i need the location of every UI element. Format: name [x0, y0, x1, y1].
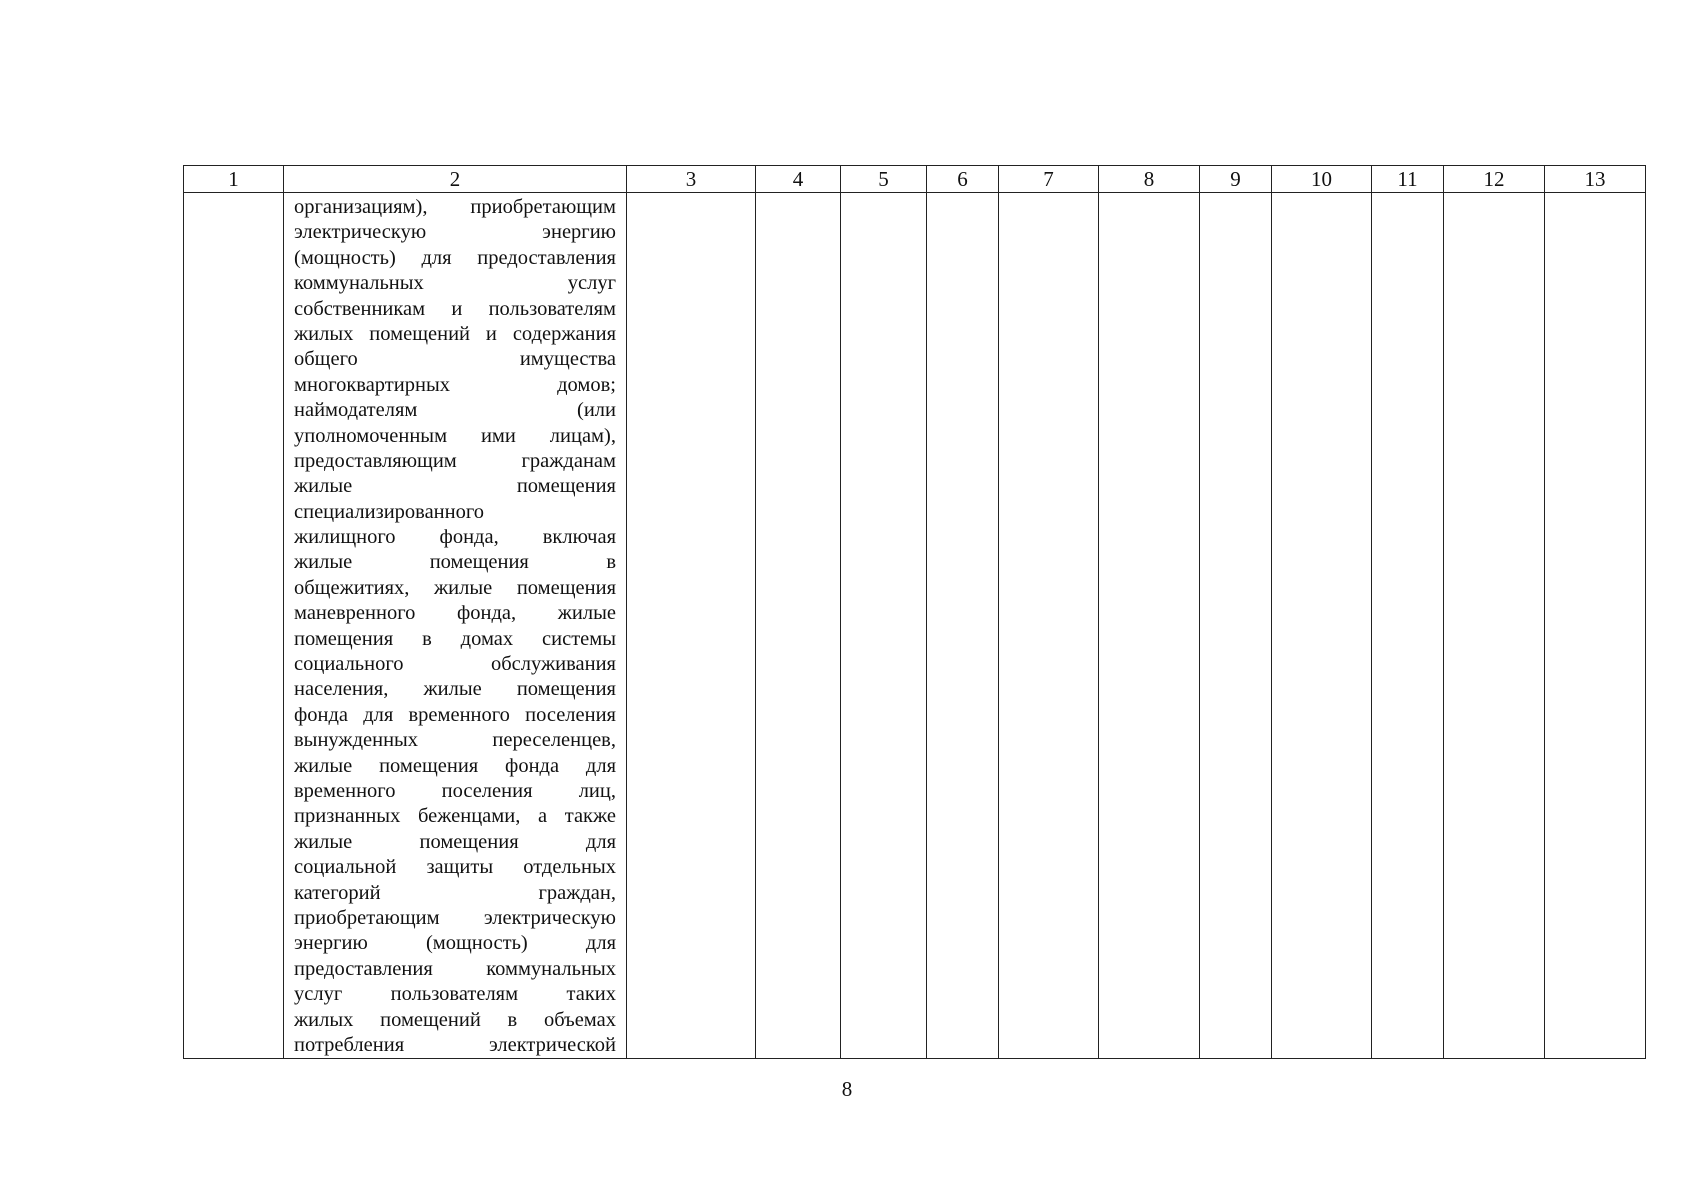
description-line: предоставляющим гражданам: [294, 449, 616, 472]
table-cell-col-12: [1444, 193, 1545, 1059]
description-line: (мощность) для предоставления: [294, 246, 616, 269]
column-header-10: 10: [1272, 166, 1372, 193]
column-header-11: 11: [1372, 166, 1444, 193]
table-cell-description: [284, 193, 627, 1059]
description-line: приобретающим электрическую: [294, 906, 616, 929]
description-line: общежитиях, жилые помещения: [294, 576, 616, 599]
column-header-3: 3: [627, 166, 756, 193]
page-number: 8: [841, 1077, 853, 1101]
description-line: жилых помещений в объемах: [294, 1008, 616, 1031]
column-header-2: 2: [284, 166, 627, 193]
description-line: коммунальных услуг: [294, 272, 616, 295]
description-line: организациям), приобретающим: [294, 196, 616, 218]
description-line: жилых помещений и содержания: [294, 322, 616, 345]
column-header-8: 8: [1099, 166, 1200, 193]
table-cell-col-5: [841, 193, 927, 1059]
table-cell-col-1: [184, 193, 284, 1059]
description-line: жилые помещения: [294, 475, 616, 498]
description-line: жилые помещения в: [294, 551, 616, 574]
description-line: предоставления коммунальных: [294, 957, 616, 980]
description-line: общего имущества: [294, 348, 616, 371]
description-line: услуг пользователям таких: [294, 983, 616, 1006]
header-row: [184, 166, 1646, 193]
description-line: маневренного фонда, жилые: [294, 602, 616, 625]
column-header-4: 4: [756, 166, 841, 193]
description-line: электрическую энергию: [294, 221, 616, 244]
table-cell-col-7: [999, 193, 1099, 1059]
description-line: категорий граждан,: [294, 881, 616, 904]
description-line: наймодателям (или: [294, 399, 616, 422]
table-cell-col-9: [1200, 193, 1272, 1059]
table-cell-col-8: [1099, 193, 1200, 1059]
description-line: вынужденных переселенцев,: [294, 729, 616, 752]
description-line: помещения в домах системы: [294, 627, 616, 650]
column-header-12: 12: [1444, 166, 1545, 193]
description-line: специализированного: [294, 500, 485, 523]
description-line: населения, жилые помещения: [294, 678, 616, 701]
table-cell-col-11: [1372, 193, 1444, 1059]
column-header-1: 1: [184, 166, 284, 193]
description-line: временного поселения лиц,: [294, 779, 616, 802]
column-header-5: 5: [841, 166, 927, 193]
description-line: фонда для временного поселения: [294, 703, 616, 726]
data-table: [183, 165, 1646, 1059]
description-line: социальной защиты отдельных: [294, 856, 616, 879]
table-cell-col-3: [627, 193, 756, 1059]
table-cell-col-6: [927, 193, 999, 1059]
table-row: [184, 193, 1646, 1059]
description-line: энергию (мощность) для: [294, 932, 616, 955]
column-header-7: 7: [999, 166, 1099, 193]
description-line: собственникам и пользователям: [294, 297, 616, 320]
description-line: жилые помещения фонда для: [294, 754, 616, 777]
table-cell-col-10: [1272, 193, 1372, 1059]
description-line: жилищного фонда, включая: [294, 526, 616, 549]
description-line: уполномоченным ими лицам),: [294, 424, 616, 447]
description-line: жилые помещения для: [294, 830, 616, 853]
description-line: потребления электрической: [294, 1033, 616, 1056]
column-header-6: 6: [927, 166, 999, 193]
description-line: социального обслуживания: [294, 653, 616, 676]
description-line: признанных беженцами, а также: [294, 805, 616, 828]
column-header-9: 9: [1200, 166, 1272, 193]
table-cell-col-13: [1545, 193, 1646, 1059]
column-header-13: 13: [1545, 166, 1646, 193]
description-line: многоквартирных домов;: [294, 373, 616, 396]
table-cell-col-4: [756, 193, 841, 1059]
